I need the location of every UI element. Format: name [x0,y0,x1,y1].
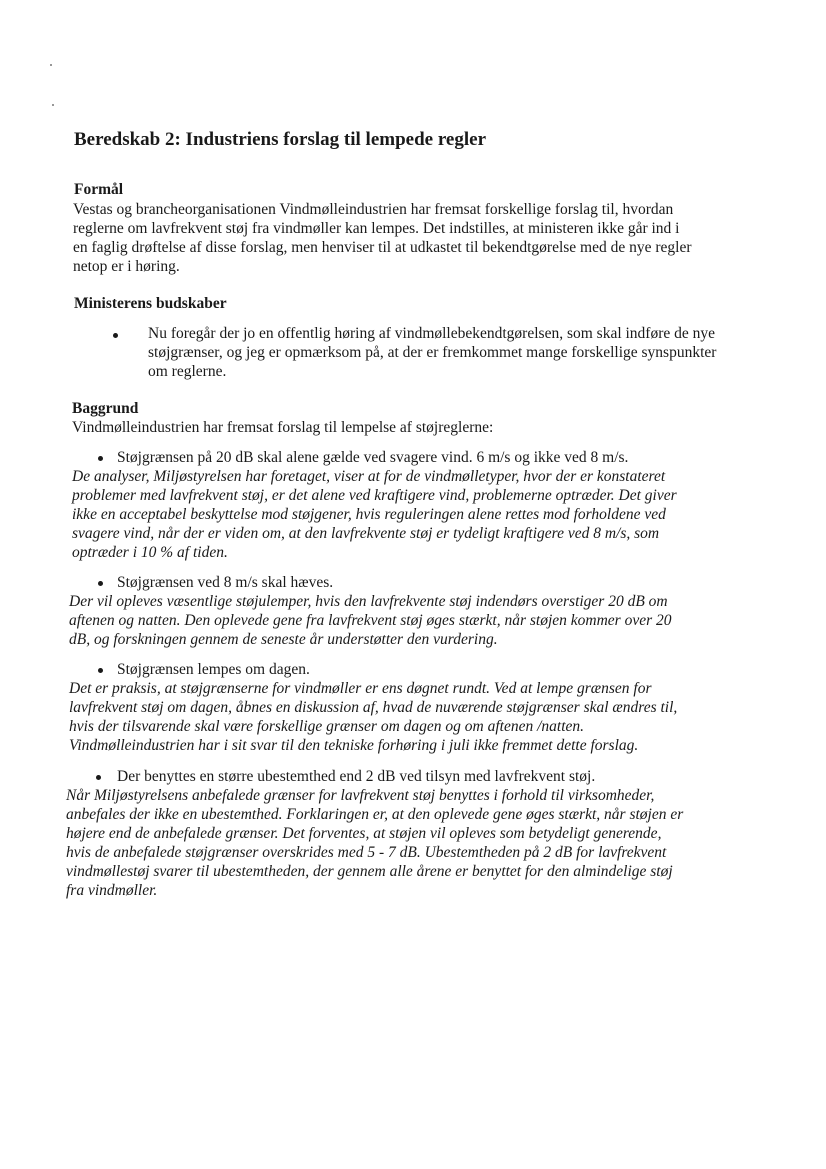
proposal-text: Støjgrænsen ved 8 m/s skal hæves. [117,574,334,591]
response-line: Der vil opleves væsentlige støjulemper, hvis den lavfrekvente støj indendørs overstiger 20 dB om [69,593,668,610]
section-heading-baggrund: Baggrund [72,400,139,417]
response-line: lavfrekvent støj om dagen, åbnes en diskussion af, hvad de nuværende støjgrænser skal ændres til, [69,699,678,716]
response-line: hvis de anbefalede støjgrænser overskrides med 5 - 7 dB. Ubestemtheden på 2 dB for lavfrekvent [66,844,667,861]
bullet-icon [98,668,103,673]
paragraph-line: Vestas og brancheorganisationen Vindmølleindustrien har fremsat forskellige forslag til, hvordan [73,201,674,218]
response-line: hvis der tilsvarende skal være forskellige grænser om dagen og om aftenen /natten. [69,718,585,735]
response-line: ikke en acceptabel beskyttelse mod støjgener, hvis reguleringen alene rettes mod forholdene ved [72,506,666,523]
proposal-text: Der benyttes en større ubestemthed end 2 dB ved tilsyn med lavfrekvent støj. [117,768,596,785]
response-line: optræder i 10 % af tiden. [72,544,228,561]
bullet-line: om reglerne. [148,363,227,380]
bullet-line: Nu foregår der jo en offentlig høring af vindmøllebekendtgørelsen, som skal indføre de nye [148,325,716,342]
response-line: svagere vind, når der er viden om, at den lavfrekvente støj er tydeligt kraftigere ved 8 m/s, som [72,525,660,542]
response-line: Det er praksis, at støjgrænserne for vindmøller er ens døgnet rundt. Ved at lempe grænsen for [69,680,652,697]
response-line: De analyser, Miljøstyrelsen har foretaget, viser at for de vindmølletyper, hvor der er konstateret [72,468,666,485]
response-line: Når Miljøstyrelsens anbefalede grænser for lavfrekvent støj benyttes i forhold til virksomheder, [66,787,655,804]
bullet-icon [96,775,101,780]
response-line: dB, og forskningen gennem de seneste år understøtter den vurdering. [69,631,498,648]
proposal-text: Støjgrænsen lempes om dagen. [117,661,310,678]
response-line: anbefales der ikke en ubestemthed. Forklaringen er, at den oplevede gene øges stærkt, når støjen er [66,806,684,823]
response-line: problemer med lavfrekvent støj, er det alene ved kraftigere vind, problemerne optræder. Det giver [72,487,677,504]
paragraph-line: netop er i høring. [73,258,180,275]
bullet-icon [98,456,103,461]
bullet-line: støjgrænser, og jeg er opmærksom på, at der er fremkommet mange forskellige synspunkter [148,344,717,361]
response-line: Vindmølleindustrien har i sit svar til den tekniske forhøring i juli ikke fremmet dette forslag. [69,737,639,754]
response-line: aftenen og natten. Den oplevede gene fra lavfrekvent støj øges stærkt, når støjen kommer over 20 [69,612,672,629]
bullet-icon [98,581,103,586]
paragraph-line: en faglig drøftelse af disse forslag, men henviser til at udkastet til bekendtgørelse med de nye regler [73,239,692,256]
proposal-text: Støjgrænsen på 20 dB skal alene gælde ved svagere vind. 6 m/s og ikke ved 8 m/s. [117,449,629,466]
bullet-icon [113,333,118,338]
response-line: højere end de anbefalede grænser. Det forventes, at støjen vil opleves som betydeligt generende, [66,825,662,842]
scan-speck [52,104,54,106]
section-heading-budskaber: Ministerens budskaber [74,295,227,312]
document-title: Beredskab 2: Industriens forslag til lempede regler [74,129,486,150]
paragraph-line: reglerne om lavfrekvent støj fra vindmøller kan lempes. Det indstilles, at ministeren ikke går ind i [73,220,680,237]
section-heading-formaal: Formål [74,181,124,198]
scan-speck [50,64,52,66]
baggrund-intro: Vindmølleindustrien har fremsat forslag til lempelse af støjreglerne: [72,419,494,436]
response-line: fra vindmøller. [66,882,158,899]
response-line: vindmøllestøj svarer til ubestemtheden, der gennem alle årene er benyttet for den almindelige støj [66,863,673,880]
